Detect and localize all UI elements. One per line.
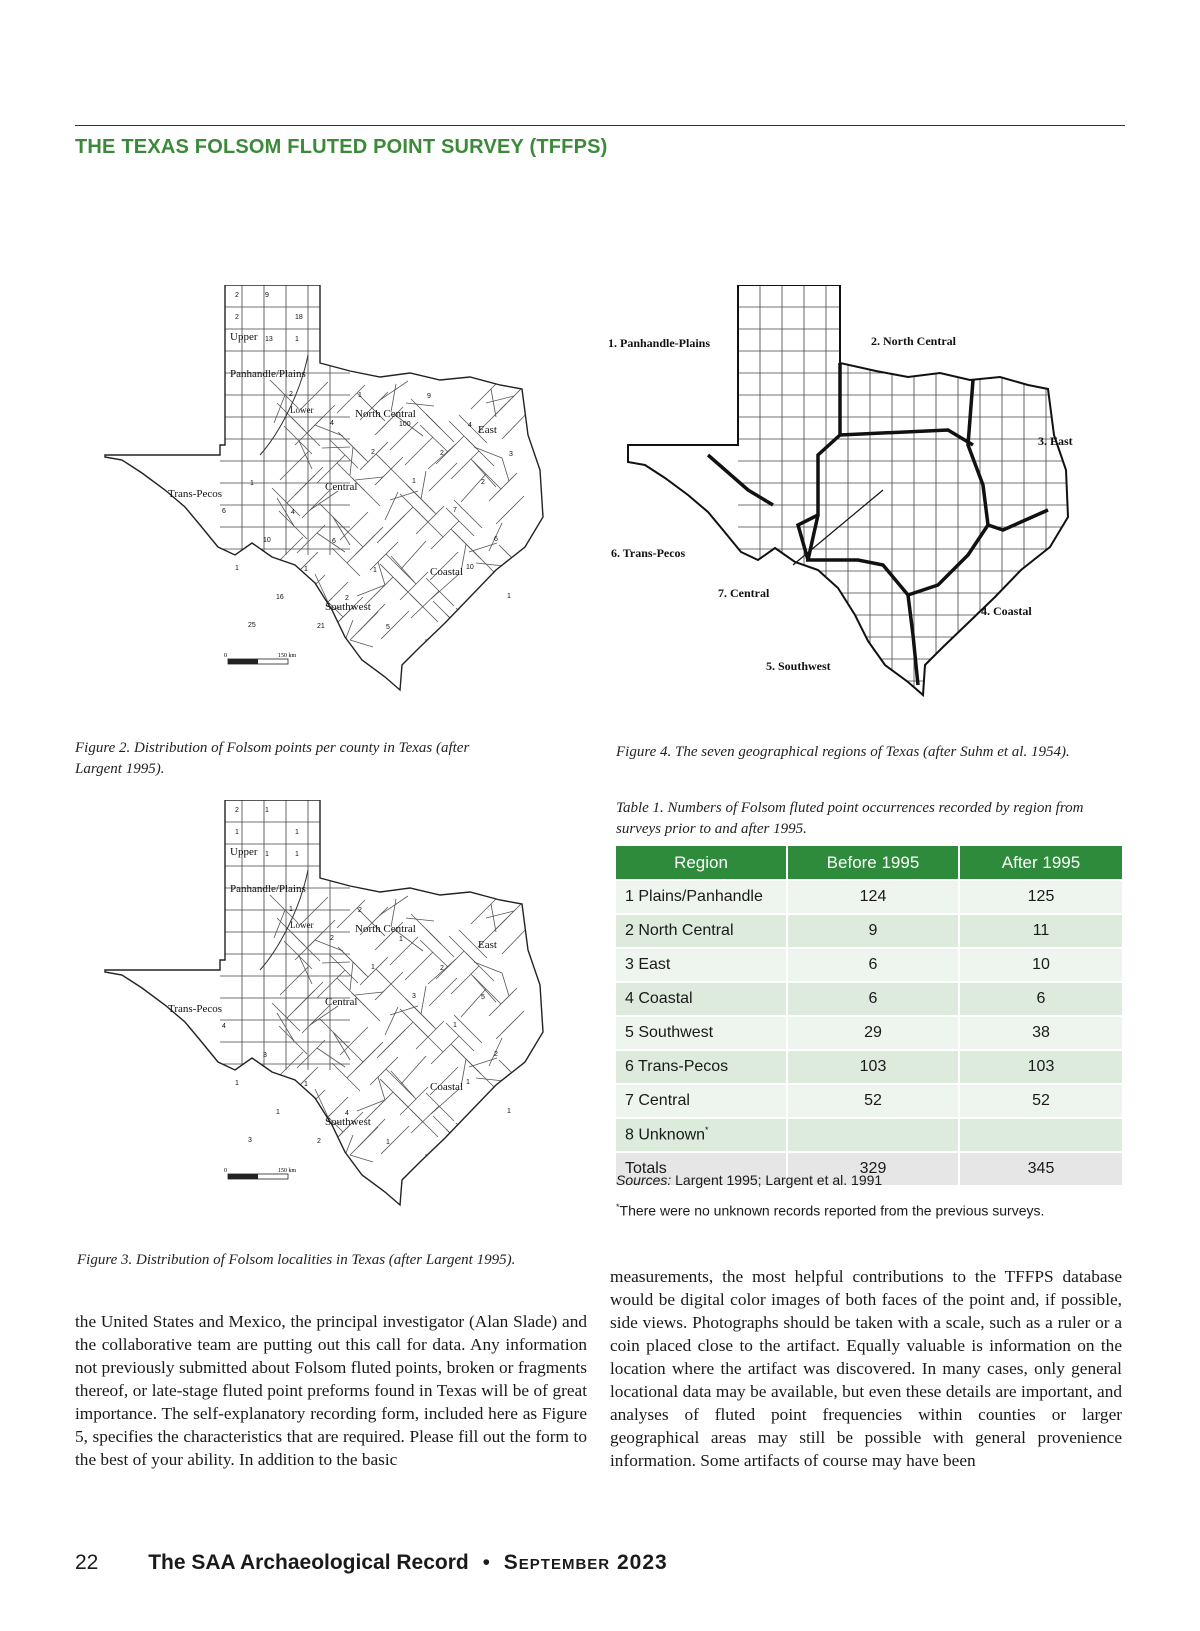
region-label: 3 East <box>625 956 671 973</box>
region-label-f2: Trans-Pecos <box>168 488 222 500</box>
cell-before: 52 <box>787 1084 959 1118</box>
cell-region <box>616 914 787 948</box>
cell-region <box>616 948 787 982</box>
region-label-f2: Coastal <box>430 566 463 578</box>
county-count: 2 <box>317 1138 321 1145</box>
cell-after: 125 <box>959 880 1122 914</box>
region-label-f2: Lower <box>290 405 314 415</box>
body-text-right: measurements, the most helpful contributions to the TFFPS database would be digital color images of both faces of the point and, if possible, side views. Photographs should be taken with a scale, such as a ruler or a coin placed close to the artifact. Equally valuable is information on the location where the artifact was discovered. In many cases, only general locational data may be available, but even these details are important, and analyses of fluted point frequencies within counties or larger geographical areas may still be possible with general provenience information. Some artifacts of course may have been <box>610 1267 1122 1470</box>
county-count: 21 <box>317 623 325 630</box>
table-row <box>616 1016 1122 1050</box>
table-row <box>616 1118 1122 1152</box>
cell-region <box>616 1050 787 1084</box>
county-count: 25 <box>248 622 256 629</box>
county-count: 1 <box>304 1081 308 1088</box>
county-count: 4 <box>330 420 334 427</box>
table-1-caption: Table 1. Numbers of Folsom fluted point occurrences recorded by region from surveys prior to and after 1995. <box>616 800 1084 837</box>
county-count: 3 <box>412 993 416 1000</box>
county-lines <box>738 285 1078 705</box>
cell-before: 6 <box>787 948 959 982</box>
county-count: 1 <box>507 593 511 600</box>
county-count: 1 <box>235 829 239 836</box>
table-row <box>616 914 1122 948</box>
county-count: 2 <box>358 907 362 914</box>
cell-before: 29 <box>787 1016 959 1050</box>
county-count: 1 <box>235 1080 239 1087</box>
journal-name: The SAA Archaeological Record <box>148 1551 469 1574</box>
page-footer <box>75 1551 668 1575</box>
county-count: 2 <box>440 965 444 972</box>
table-row <box>616 1050 1122 1084</box>
footnote-mark: * <box>616 1202 620 1212</box>
page-number: 22 <box>75 1551 99 1574</box>
county-count: 4 <box>345 1110 349 1117</box>
scale-bar <box>228 659 288 664</box>
sources-label: Sources: <box>616 1172 672 1188</box>
region-label: 8 Unknown <box>625 1126 706 1144</box>
county-count: 4 <box>222 1023 226 1030</box>
region-name-label: 2. North Central <box>871 334 956 348</box>
county-count: 4 <box>291 509 295 516</box>
region-label-f2: East <box>478 424 497 436</box>
county-count: 2 <box>235 292 239 299</box>
region-label-f3: Panhandle/Plains <box>230 883 306 895</box>
cell-before: 124 <box>787 880 959 914</box>
county-count: 7 <box>453 507 457 514</box>
county-count: 2 <box>289 391 293 398</box>
scale-label: 150 km <box>278 653 297 659</box>
region-label-f3: Southwest <box>325 1116 371 1128</box>
county-count: 6 <box>332 538 336 545</box>
cell-before: 103 <box>787 1050 959 1084</box>
cell-after <box>959 1118 1122 1152</box>
region-label-f3: North Central <box>355 923 416 935</box>
county-count: 1 <box>373 567 377 574</box>
county-count: 100 <box>399 421 411 428</box>
cell-region <box>616 982 787 1016</box>
region-label-f2: Panhandle/Plains <box>230 368 306 380</box>
cell-region <box>616 1016 787 1050</box>
region-name-label: 4. Coastal <box>981 604 1032 618</box>
figure-4-map <box>608 285 1088 715</box>
county-count: 1 <box>453 1022 457 1029</box>
column-header-before: Before 1995 <box>787 846 959 880</box>
county-count: 10 <box>263 537 271 544</box>
cell-before: 6 <box>787 982 959 1016</box>
county-count: 1 <box>507 1108 511 1115</box>
county-count: 1 <box>265 851 269 858</box>
region-label-f2: Central <box>325 481 358 493</box>
cell-after: 52 <box>959 1084 1122 1118</box>
scale-bar <box>228 1174 288 1179</box>
county-count: 2 <box>235 314 239 321</box>
region-label: 1 Plains/Panhandle <box>625 888 763 905</box>
column-header-region: Region <box>616 846 787 880</box>
region-name-label: 7. Central <box>718 586 770 600</box>
region-name-label: 5. Southwest <box>766 659 831 673</box>
cell-region <box>616 1118 787 1152</box>
figure-2-map <box>100 285 560 705</box>
scale-zero: 0 <box>224 1168 227 1174</box>
county-count: 1 <box>386 1139 390 1146</box>
county-count: 1 <box>289 906 293 913</box>
county-count: 16 <box>276 594 284 601</box>
footer-bullet: • <box>482 1551 490 1574</box>
county-count: 6 <box>222 508 226 515</box>
region-label-f2: North Central <box>355 408 416 420</box>
table-sources <box>616 1172 882 1188</box>
county-count: 9 <box>265 292 269 299</box>
county-count: 1 <box>358 392 362 399</box>
county-count: 3 <box>263 1052 267 1059</box>
county-count: 1 <box>295 851 299 858</box>
region-label-f3: East <box>478 939 497 951</box>
region-label-f3: Upper <box>230 846 258 858</box>
county-count: 1 <box>235 565 239 572</box>
region-label: 6 Trans-Pecos <box>625 1058 729 1075</box>
county-count: 4 <box>468 422 472 429</box>
county-count: 1 <box>250 480 254 487</box>
region-label: 2 North Central <box>625 922 734 939</box>
cell-after: 6 <box>959 982 1122 1016</box>
region-label-f2: Southwest <box>325 601 371 613</box>
region-name-label: 6. Trans-Pecos <box>611 546 686 560</box>
page-header: THE TEXAS FOLSOM FLUTED POINT SURVEY (TFFPS) <box>75 136 608 158</box>
county-count: 1 <box>295 336 299 343</box>
county-count: 1 <box>276 1109 280 1116</box>
header-rule <box>75 125 1125 126</box>
sources-text: Largent 1995; Largent et al. 1991 <box>671 1172 883 1188</box>
county-count: 10 <box>466 564 474 571</box>
figure-2-caption: Figure 2. Distribution of Folsom points per county in Texas (after Largent 1995). <box>75 740 470 777</box>
cell-after: 103 <box>959 1050 1122 1084</box>
county-count: 1 <box>412 478 416 485</box>
region-label-f3: Central <box>325 996 358 1008</box>
region-name-label: 3. East <box>1038 434 1073 448</box>
county-count: 13 <box>265 336 273 343</box>
footnote-text: There were no unknown records reported from the previous surveys. <box>619 1202 1045 1219</box>
county-count: 9 <box>427 393 431 400</box>
county-count: 2 <box>440 450 444 457</box>
body-text-left: the United States and Mexico, the principal investigator (Alan Slade) and the collaborative team are putting out this call for data. Any information not previously submitted about Folsom fluted points, broken or fragments thereof, or late-stage fluted point preforms found in Texas will be of great importance. The self-explanatory recording form, included here as Figure 5, specifies the characteristics that are required. Please fill out the form to the best of your ability. In addition to the basic <box>75 1312 587 1469</box>
column-header-after: After 1995 <box>959 846 1122 880</box>
cell-before: 9 <box>787 914 959 948</box>
table-row <box>616 880 1122 914</box>
region-label: 7 Central <box>625 1092 690 1109</box>
totals-after: 345 <box>959 1152 1122 1185</box>
county-count: 2 <box>481 479 485 486</box>
county-count: 1 <box>371 964 375 971</box>
cell-before <box>787 1118 959 1152</box>
cell-region <box>616 880 787 914</box>
region-label: 5 Southwest <box>625 1024 714 1041</box>
totals-before: 329 <box>787 1152 959 1185</box>
table-row <box>616 948 1122 982</box>
county-count: 1 <box>304 566 308 573</box>
county-count: 2 <box>330 935 334 942</box>
county-count: 18 <box>295 314 303 321</box>
scale-label: 150 km <box>278 1168 297 1174</box>
county-count: 5 <box>481 994 485 1001</box>
county-count: 2 <box>235 807 239 814</box>
table-1 <box>616 846 1122 1185</box>
table-row <box>616 1084 1122 1118</box>
county-count: 2 <box>494 1051 498 1058</box>
region-name-label: 1. Panhandle-Plains <box>608 336 711 350</box>
issue-date: September 2023 <box>503 1551 668 1574</box>
region-label-f3: Trans-Pecos <box>168 1003 222 1015</box>
county-count: 3 <box>248 1137 252 1144</box>
table-footnote <box>616 1202 1044 1219</box>
county-count: 1 <box>399 936 403 943</box>
arrow <box>793 490 883 565</box>
table-header-row <box>616 846 1122 880</box>
county-count: 5 <box>386 624 390 631</box>
county-count: 3 <box>509 451 513 458</box>
county-count: 1 <box>466 1079 470 1086</box>
county-count: 2 <box>371 449 375 456</box>
cell-after: 38 <box>959 1016 1122 1050</box>
county-count: 6 <box>494 536 498 543</box>
region-label-f3: Coastal <box>430 1081 463 1093</box>
table-row <box>616 982 1122 1016</box>
region-label: 4 Coastal <box>625 990 693 1007</box>
cell-after: 10 <box>959 948 1122 982</box>
region-label-f3: Lower <box>290 920 314 930</box>
cell-region <box>616 1084 787 1118</box>
region-label-f2: Upper <box>230 331 258 343</box>
cell-after: 11 <box>959 914 1122 948</box>
totals-label: Totals <box>616 1152 787 1185</box>
scale-zero: 0 <box>224 653 227 659</box>
figure-3-map <box>100 800 560 1220</box>
county-count: 1 <box>265 807 269 814</box>
figure-3-caption: Figure 3. Distribution of Folsom localities in Texas (after Largent 1995). <box>77 1252 516 1268</box>
unknown-footnote-mark: * <box>705 1125 709 1136</box>
county-count: 1 <box>295 829 299 836</box>
county-count: 2 <box>345 595 349 602</box>
figure-4-caption: Figure 4. The seven geographical regions of Texas (after Suhm et al. 1954). <box>616 744 1070 760</box>
